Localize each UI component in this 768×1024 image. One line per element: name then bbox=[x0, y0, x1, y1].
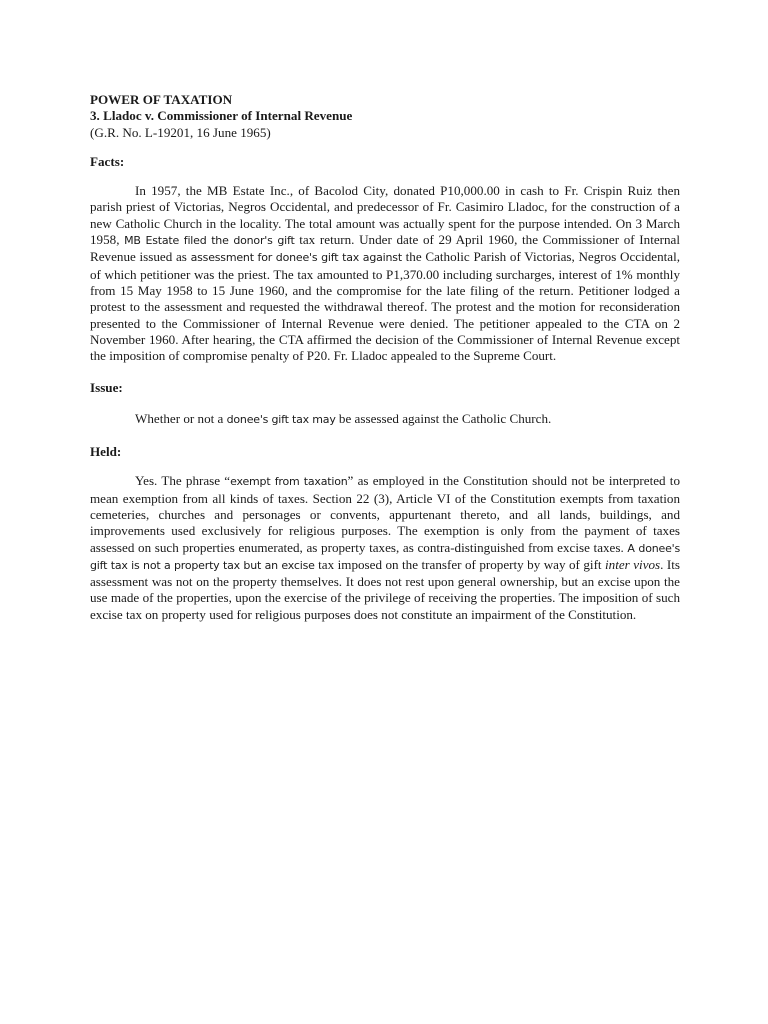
document-content bbox=[90, 92, 680, 623]
facts-text-3: tax return. Under date of 29 April 1960, the Commissioner of Internal Revenue issued as bbox=[90, 232, 681, 265]
issue-paragraph bbox=[90, 411, 680, 428]
facts-text-5: the Catholic Parish of Victorias, Negros Occidental, of which petitioner was the priest. The tax amounted to P1,370.00 including surcharges, interest of 1% monthly from 15 May 1958 to 15 June 1960, and the compromise for the late filing of the return. Petitioner lodged a protest to the assessment and requested the withdrawal thereof. The protest and the motion for reconsideration presented to the Commissioner of Internal Revenue were denied. The petitioner appealed to the CTA on 2 November 1960. After hearing, the CTA affirmed the decision of the Commissioner of Internal Revenue except the imposition of compromise penalty of P20. Fr. Lladoc appealed to the Supreme Court. bbox=[90, 249, 680, 364]
case-citation: (G.R. No. L-19201, 16 June 1965) bbox=[90, 124, 271, 140]
held-text-3: ” as employed in the Constitution should not be interpreted to mean exemption from all kinds of taxes. Section 22 (3), Article VI of the Constitution exempts from taxation cemeteries, churches and personages or convents, appurtenant thereto, and all lands, buildings, and improvements used exclusively for religious purposes. The exemption is only from the payment of taxes assessed on such properties enumerated, as property taxes, as contra-distinguished from excise taxes. bbox=[90, 473, 680, 555]
held-text-1: Yes. The phrase “ bbox=[135, 473, 231, 489]
held-text-6: inter vivos bbox=[605, 556, 661, 572]
facts-heading: Facts: bbox=[90, 153, 125, 169]
section-title: POWER OF TAXATION bbox=[90, 92, 233, 107]
facts-text-2: MB Estate filed the donor's gift bbox=[124, 234, 295, 248]
facts-text-4: assessment for donee's gift tax against bbox=[190, 251, 402, 265]
held-text-5: tax imposed on the transfer of property by way of gift bbox=[314, 556, 606, 572]
issue-text-3: be assessed against the Catholic Church. bbox=[335, 410, 552, 426]
held-heading: Held: bbox=[90, 444, 122, 460]
held-text-7: . Its assessment was not on the property themselves. It does not rest upon general ownership, but an excise upon the use made of the properties, upon the exercise of the privilege of receiving the properties. The imposition of such excise tax on property used for religious purposes does not constitute an impairment of the Constitution. bbox=[90, 556, 680, 622]
issue-heading: Issue: bbox=[90, 380, 123, 396]
case-title: 3. Lladoc v. Commissioner of Internal Revenue bbox=[90, 108, 353, 124]
issue-text-1: Whether or not a bbox=[135, 410, 227, 426]
held-text-4: A donee's gift tax is not a property tax but an excise bbox=[90, 541, 680, 572]
facts-text-1: In 1957, the MB Estate Inc., of Bacolod City, donated P10,000.00 in cash to Fr. Crispin Ruiz then parish priest of Victorias, Negros Occidental, and predecessor of Fr. Casimiro Lladoc, for the construction of a new Catholic Church in the locality. The total amount was actually spent for the purpose intended. On 3 March 1958, bbox=[90, 183, 680, 248]
held-paragraph bbox=[90, 473, 680, 623]
held-text-2: exempt from taxation bbox=[230, 475, 348, 489]
facts-paragraph bbox=[90, 183, 680, 364]
issue-text-2: donee's gift tax may bbox=[226, 412, 336, 426]
